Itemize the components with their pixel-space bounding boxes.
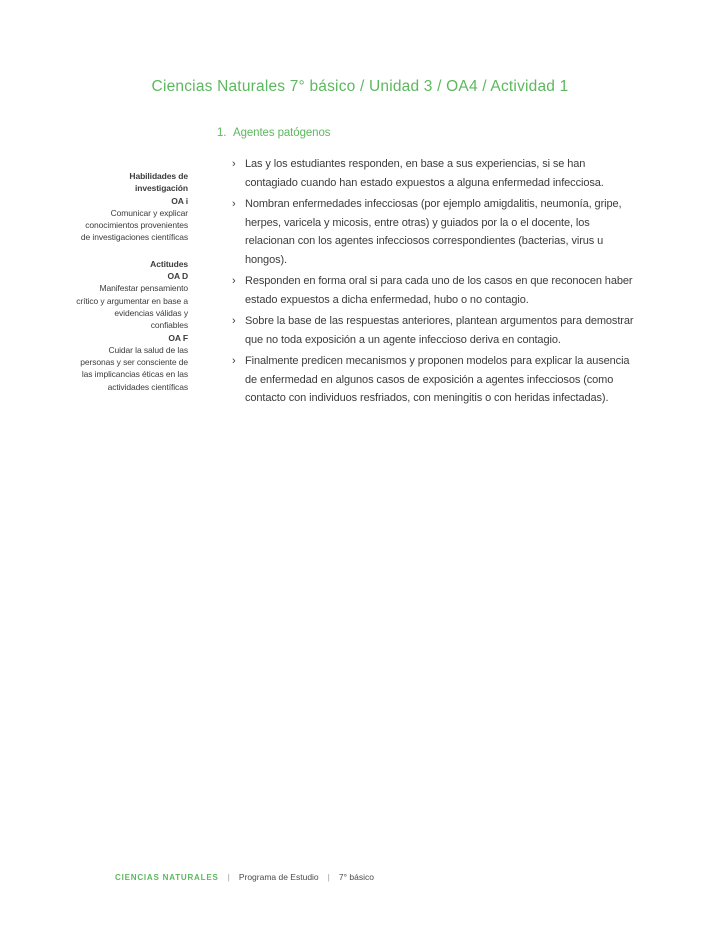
list-item — [232, 352, 634, 408]
oa-description: Cuidar la salud de las personas y ser consciente de las implicancias éticas en las actividades científicas — [80, 344, 188, 392]
bullet-marker-icon: › — [232, 198, 236, 210]
oa-description: Comunicar y explicar conocimientos provenientes de investigaciones científicas — [80, 207, 188, 243]
list-item — [232, 155, 634, 192]
oa-description: Manifestar pensamiento crítico y argumentar en base a evidencias válidas y confiables — [76, 283, 188, 331]
sidebar-heading: Habilidades de investigación — [129, 171, 188, 194]
activity-steps — [232, 155, 634, 408]
step-text: Sobre la base de las respuestas anteriores, plantean argumentos para demostrar que no toda exposición a un agente infeccioso deriva en contagio. — [245, 315, 634, 346]
section-title: Agentes patógenos — [233, 127, 331, 139]
bullet-marker-icon: › — [232, 355, 236, 367]
step-text: Responden en forma oral si para cada uno de los casos en que reconocen haber estado expuestos a dicha enfermedad, hubo o no contagio. — [245, 275, 633, 306]
step-text: Nombran enfermedades infecciosas (por ejemplo amigdalitis, neumonía, gripe, herpes, varicela y micosis, entre otras) y guiados por la o el docente, los relacionan con los agentes infecciosos correspondientes (bacterias, virus u hongos). — [245, 198, 622, 266]
bullet-marker-icon: › — [232, 158, 236, 170]
oa-label: OA i — [171, 195, 188, 206]
activity-content — [232, 155, 634, 411]
footer-separator: | — [327, 872, 330, 882]
page-footer — [115, 872, 374, 882]
footer-program: Programa de Estudio — [238, 872, 319, 882]
section-number: 1. — [217, 127, 227, 139]
bullet-marker-icon: › — [232, 315, 236, 327]
page-title: Ciencias Naturales 7° básico / Unidad 3 / OA4 / Actividad 1 — [151, 78, 569, 95]
margin-notes — [76, 170, 188, 393]
list-item — [232, 312, 634, 349]
oa-label: OA F — [168, 332, 188, 343]
step-text: Finalmente predicen mecanismos y proponen modelos para explicar la ausencia de enfermedad en algunos casos de exposición a agentes infecciosos (como contacto con individuos resfriados, con meningitis o con heridas infectadas). — [245, 355, 630, 404]
oa-label: OA D — [167, 271, 188, 282]
sidebar-block-habilidades — [76, 170, 188, 244]
section-heading — [217, 127, 330, 139]
bullet-marker-icon: › — [232, 275, 236, 287]
list-item — [232, 195, 634, 269]
sidebar-block-actitudes — [76, 258, 188, 393]
sidebar-heading: Actitudes — [150, 258, 188, 269]
step-text: Las y los estudiantes responden, en base a sus experiencias, si se han contagiado cuando han estado expuestos a alguna enfermedad infecciosa. — [245, 158, 604, 189]
list-item — [232, 272, 634, 309]
footer-grade: 7° básico — [338, 872, 374, 882]
footer-brand: CIENCIAS NATURALES — [115, 873, 219, 882]
footer-separator: | — [227, 872, 230, 882]
